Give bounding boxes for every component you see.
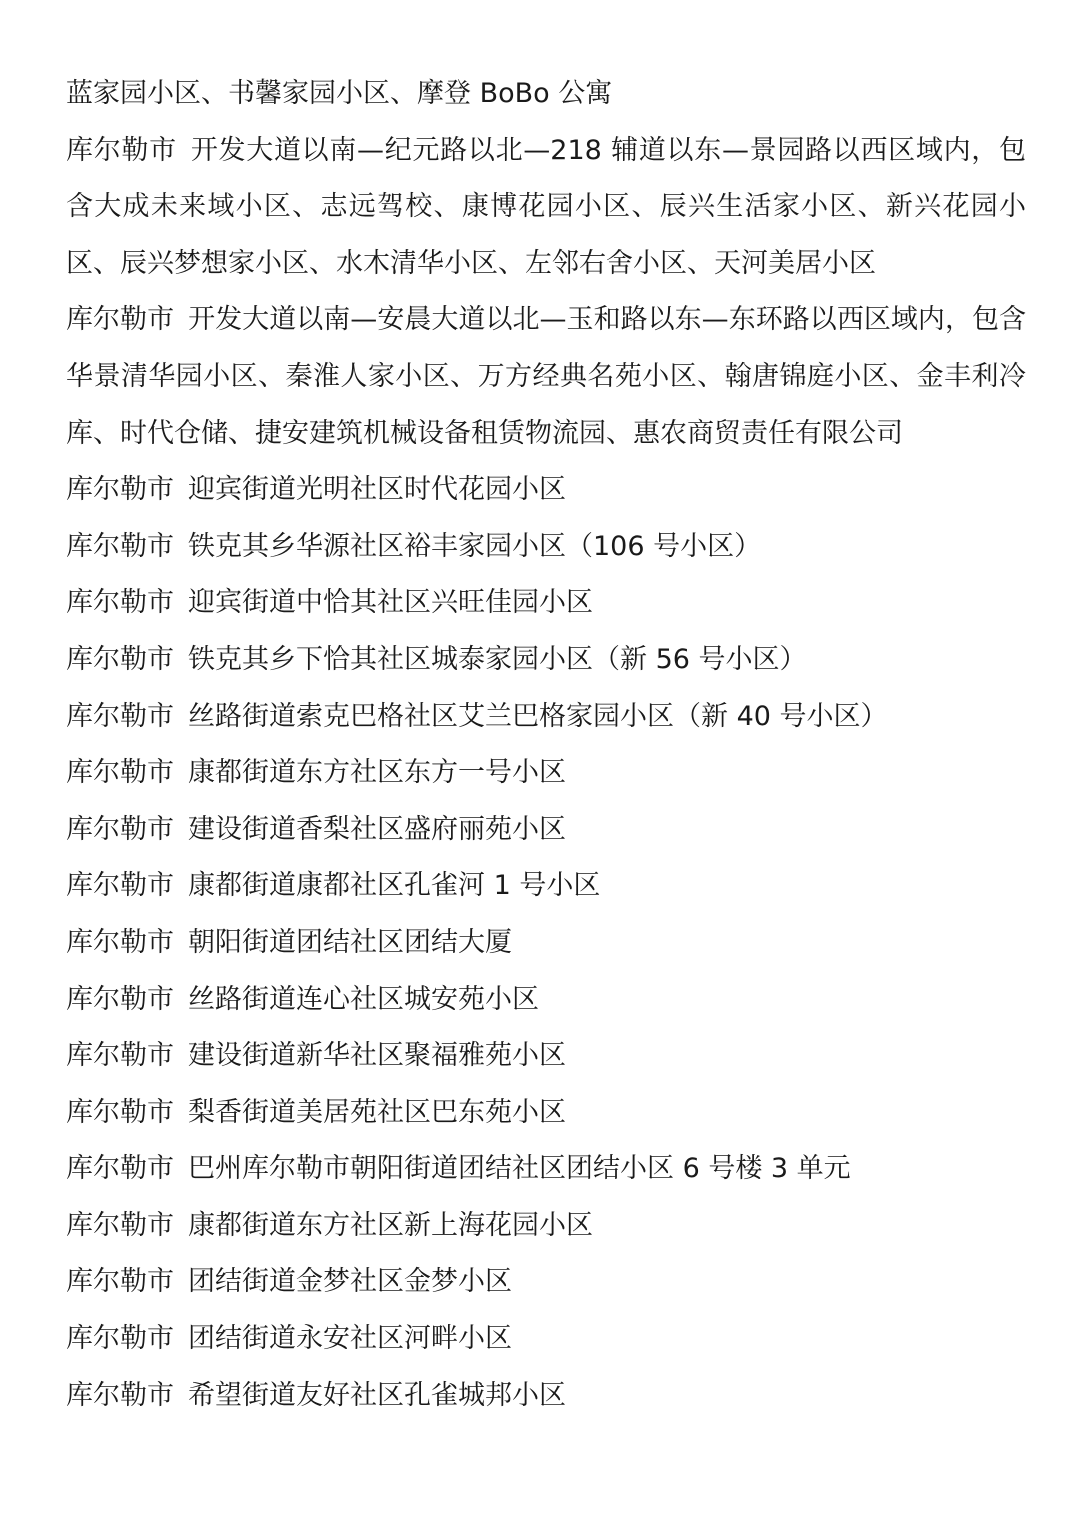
city-label: 库尔勒市 (66, 813, 174, 845)
city-label: 库尔勒市 (66, 304, 175, 336)
area-description: 丝路街道连心社区城安苑小区 (188, 983, 539, 1015)
list-item (66, 519, 1026, 576)
list-item (66, 972, 1026, 1029)
city-label: 库尔勒市 (66, 1153, 174, 1185)
area-description: 康都街道康都社区孔雀河 1 号小区 (188, 870, 601, 902)
area-description: 朝阳街道团结社区团结大厦 (188, 926, 512, 958)
city-label: 库尔勒市 (66, 474, 174, 506)
area-description: 铁克其乡华源社区裕丰家园小区（106 号小区） (188, 530, 762, 562)
city-label: 库尔勒市 (66, 1323, 174, 1355)
list-item (66, 123, 1026, 293)
area-description: 建设街道香梨社区盛府丽苑小区 (188, 813, 566, 845)
area-description: 梨香街道美居苑社区巴东苑小区 (188, 1096, 566, 1128)
area-description: 开发大道以南—纪元路以北—218 辅道以东—景园路以西区域内，包含大成未来域小区、志远驾校、康博花园小区、辰兴生活家小区、新兴花园小区、辰兴梦想家小区、水木清华小区、左邻右舍小区、天河美居小区 (66, 134, 1026, 279)
city-label: 库尔勒市 (66, 1379, 174, 1411)
list-item (66, 915, 1026, 972)
area-description: 巴州库尔勒市朝阳街道团结社区团结小区 6 号楼 3 单元 (188, 1153, 851, 1185)
area-description: 团结街道金梦社区金梦小区 (188, 1266, 512, 1298)
city-label: 库尔勒市 (66, 1096, 174, 1128)
continued-text-line: 蓝家园小区、书馨家园小区、摩登 BoBo 公寓 (66, 78, 613, 109)
city-label: 库尔勒市 (66, 1266, 174, 1298)
area-description: 康都街道东方社区东方一号小区 (188, 757, 566, 789)
list-item (66, 858, 1026, 915)
list-item (66, 1368, 1026, 1425)
city-label: 库尔勒市 (66, 983, 174, 1015)
area-description: 团结街道永安社区河畔小区 (188, 1323, 512, 1355)
city-label: 库尔勒市 (66, 1209, 174, 1241)
list-item (66, 575, 1026, 632)
document-body (66, 66, 1026, 1424)
area-description: 铁克其乡下恰其社区城泰家园小区（新 56 号小区） (188, 643, 807, 675)
city-label: 库尔勒市 (66, 757, 174, 789)
city-label: 库尔勒市 (66, 587, 174, 619)
list-item (66, 745, 1026, 802)
area-description: 丝路街道索克巴格社区艾兰巴格家园小区（新 40 号小区） (188, 700, 888, 732)
list-item (66, 1028, 1026, 1085)
list-item (66, 1198, 1026, 1255)
list-item (66, 1085, 1026, 1142)
list-item (66, 802, 1026, 859)
city-label: 库尔勒市 (66, 870, 174, 902)
city-label: 库尔勒市 (66, 643, 174, 675)
city-label: 库尔勒市 (66, 926, 174, 958)
area-description: 康都街道东方社区新上海花园小区 (188, 1209, 593, 1241)
city-label: 库尔勒市 (66, 530, 174, 562)
list-item (66, 1311, 1026, 1368)
city-label: 库尔勒市 (66, 134, 177, 166)
list-item (66, 292, 1026, 462)
list-item (66, 462, 1026, 519)
area-description: 希望街道友好社区孔雀城邦小区 (188, 1379, 566, 1411)
city-label: 库尔勒市 (66, 1040, 174, 1072)
area-description: 迎宾街道光明社区时代花园小区 (188, 474, 566, 506)
list-item (66, 1254, 1026, 1311)
list-item (66, 1141, 1026, 1198)
list-item (66, 689, 1026, 746)
area-description: 迎宾街道中恰其社区兴旺佳园小区 (188, 587, 593, 619)
area-description: 建设街道新华社区聚福雅苑小区 (188, 1040, 566, 1072)
list-item (66, 632, 1026, 689)
area-description: 开发大道以南—安晨大道以北—玉和路以东—东环路以西区域内，包含华景清华园小区、秦淮人家小区、万方经典名苑小区、翰唐锦庭小区、金丰利冷库、时代仓储、捷安建筑机械设备租赁物流园、惠农商贸责任有限公司 (66, 304, 1027, 449)
city-label: 库尔勒市 (66, 700, 174, 732)
